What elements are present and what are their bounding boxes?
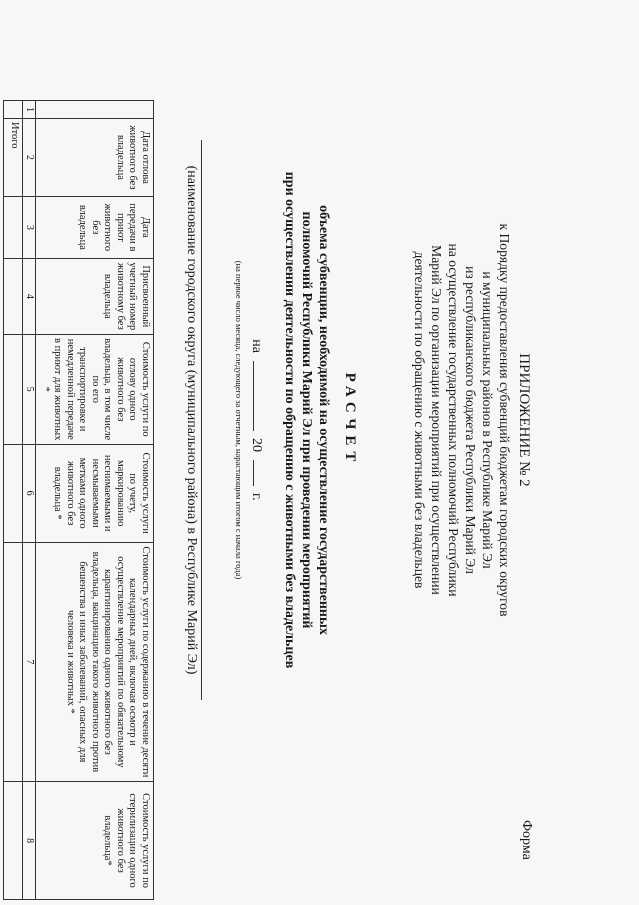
appendix-line: и муниципальных районов в Республике Марий Эл [480, 271, 495, 569]
table-header-cell: Стоимость услуги по отлову одного животного без владельца, в том числе по его транспортировке и немедленной передаче в приют для животных * [36, 334, 154, 444]
table-header-cell: Дата передачи в приют животного без владельца [36, 196, 154, 258]
table-cell [4, 258, 23, 334]
period-month-blank [253, 361, 266, 431]
appendix-line: Марий Эл по организации мероприятий при осуществлении [429, 245, 444, 595]
table-column-number: 2 [23, 118, 37, 196]
period-year-prefix: 20 [249, 438, 264, 453]
table-cell [4, 101, 23, 119]
table-cell [4, 542, 23, 781]
table-header-cell: Стоимость услуги по стерилизации одного животного без владельца* [36, 782, 154, 900]
period-row [248, 40, 266, 800]
document-subtitle [281, 40, 332, 800]
form-label: Форма [519, 820, 534, 860]
table-column-number-row [23, 101, 37, 900]
table-cell [4, 444, 23, 542]
table-column-number: 3 [23, 196, 37, 258]
table-cell [4, 334, 23, 444]
total-label: Итого [4, 118, 23, 196]
table-header-cell: Стоимость услуги по учету, маркированию неснимаемыми и несмываемыми метками одного животного без владельца * [36, 444, 154, 542]
period-hint: (на первое число месяца, следующего за отчетным, нарастающим итогом с начала года) [234, 260, 244, 580]
table-column-number: 5 [23, 334, 37, 444]
document-page [4, 0, 574, 905]
subtitle-line: при осуществлении деятельности по обращению с животными без владельцев [282, 171, 297, 669]
table-header-cell: Стоимость услуги по содержанию в течение десяти календарных дней, включая осмотр и осуществление мероприятий по обязательному карантинированию одного животного без владельца, вакцинацию такого животного против бешенства и иных заболеваний, опасных для человека и животных * [36, 542, 154, 781]
appendix-line: деятельности по обращению с животными без владельцев [412, 251, 427, 589]
table-header-cell: Дата отлова животного без владельца [36, 118, 154, 196]
appendix-number: ПРИЛОЖЕНИЕ № 2 [516, 353, 532, 487]
table-total-row [4, 101, 23, 900]
table-column-number: 8 [23, 782, 37, 900]
calculation-table [3, 100, 154, 900]
period-year-blank [253, 460, 266, 486]
subtitle-line: объема субвенции, необходимой на осуществление государственных [316, 205, 331, 635]
table-cell [4, 782, 23, 900]
subtitle-line: полномочий Республики Марий Эл при проведении мероприятий [299, 211, 314, 629]
period-prefix: на [249, 339, 264, 354]
document-title: РАСЧЕТ [342, 372, 358, 468]
table-cell [4, 196, 23, 258]
appendix-line: к Порядку предоставления субвенций бюджетам городских округов [497, 223, 512, 617]
table-header-row [36, 101, 154, 900]
table-column-number: 7 [23, 542, 37, 781]
table-header-cell [36, 101, 154, 119]
table-column-number: 4 [23, 258, 37, 334]
period-year-suffix: г. [249, 493, 264, 501]
table-header-cell: Присвоенный учетный номер животному без владельца [36, 258, 154, 334]
appendix-line: из республиканского бюджета Республики Марий Эл [463, 266, 478, 574]
appendix-line: на осуществление государственных полномочий Республики [446, 243, 461, 597]
table-column-number: 6 [23, 444, 37, 542]
table-column-number: 1 [23, 101, 37, 119]
appendix-header [411, 40, 532, 800]
municipality-label: (наименование городского округа (муниципального района) в Республике Марий Эл) [183, 140, 202, 700]
